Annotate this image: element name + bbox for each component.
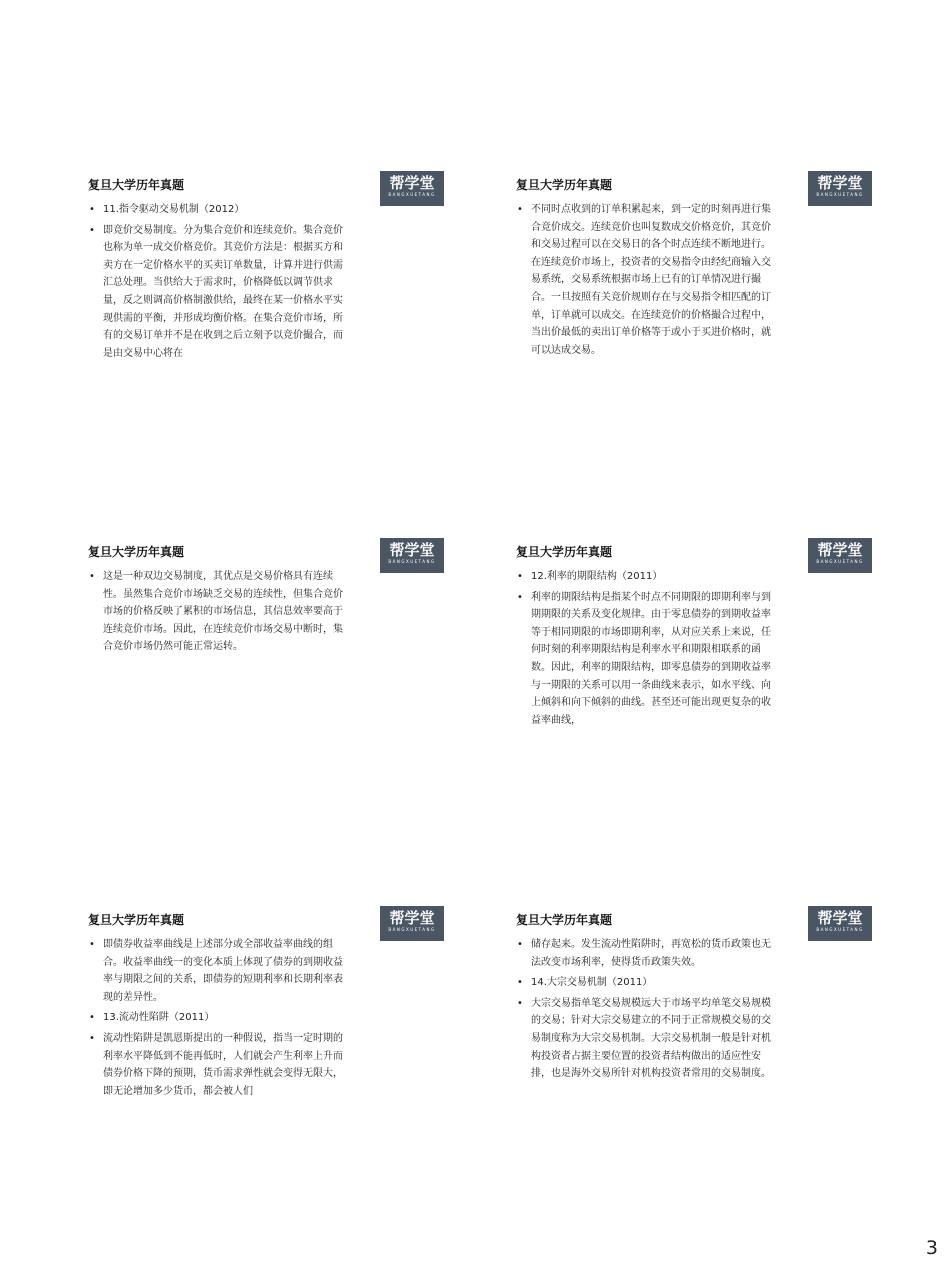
- slide-title: 复旦大学历年真题: [516, 545, 613, 559]
- bangxuetang-logo: 帮学堂 BANGXUETANG: [380, 171, 444, 206]
- bullet-item: • 14.大宗交易机制（2011）: [516, 974, 772, 992]
- slide-6: [516, 906, 878, 1106]
- bullet-list: [88, 201, 344, 365]
- slide-1: [88, 171, 450, 371]
- slide-title: 复旦大学历年真题: [88, 913, 185, 927]
- slide-title: 复旦大学历年真题: [516, 913, 613, 927]
- bullet-item: • 流动性陷阱是凯恩斯提出的一种假说，指当一定时期的利率水平降低到不能再低时，人们就会产生利率上升而债券价格下降的预期，货币需求弹性就会变得无限大，即无论增加多少货币，都会被人们: [88, 1030, 344, 1100]
- slide-title: 复旦大学历年真题: [516, 178, 613, 192]
- bullet-list: [88, 936, 344, 1103]
- bullet-item: • 即债券收益率曲线是上述部分或全部收益率曲线的组合。收益率曲线一的变化本质上体现了债券的到期收益率与期限之间的关系，即债券的短期利率和长期利率表现的差异性。: [88, 936, 344, 1006]
- bullet-list: [88, 568, 344, 659]
- bullet-item: • 11.指令驱动交易机制（2012）: [88, 201, 344, 219]
- bullet-list: [516, 568, 772, 732]
- bullet-list: [516, 936, 772, 1086]
- bullet-item: • 12.利率的期限结构（2011）: [516, 568, 772, 586]
- bullet-item: • 储存起来。发生流动性陷阱时，再宽松的货币政策也无法改变市场利率，使得货币政策失效。: [516, 936, 772, 971]
- page-number: 3: [925, 1237, 938, 1259]
- bangxuetang-logo: 帮学堂 BANGXUETANG: [380, 538, 444, 573]
- bullet-item: • 不同时点收到的订单积累起来，到一定的时刻再进行集合竞价成交。连续竞价也叫复数成交价格竞价，其竞价和交易过程可以在交易日的各个时点连续不断地进行。在连续竞价市场上，投资者的交易指令由经纪商输入交易系统，交易系统根据市场上已有的订单情况进行撮合。一旦按照有关竞价规则存在与交易指令相匹配的订单，订单就可以成交。在连续竞价的价格撮合过程中，当出价最低的卖出订单价格等于或小于买进价格时，就可以达成交易。: [516, 201, 772, 359]
- bullet-list: [516, 201, 772, 362]
- bangxuetang-logo: 帮学堂 BANGXUETANG: [808, 906, 872, 941]
- slide-3: [88, 538, 450, 738]
- slide-2: [516, 171, 878, 371]
- bangxuetang-logo: 帮学堂 BANGXUETANG: [808, 538, 872, 573]
- slide-title: 复旦大学历年真题: [88, 545, 185, 559]
- bullet-item: • 大宗交易指单笔交易规模远大于市场平均单笔交易规模的交易；针对大宗交易建立的不同于正常规模交易的交易制度称为大宗交易机制。大宗交易机制一般是针对机构投资者占据主要位置的投资者结构做出的适应性安排，也是海外交易所针对机构投资者常用的交易制度。: [516, 995, 772, 1083]
- bullet-item: • 即竞价交易制度。分为集合竞价和连续竞价。集合竞价也称为单一成交价格竞价。其竞价方法是：根据买方和卖方在一定价格水平的买卖订单数量，计算并进行供需汇总处理。当供给大于需求时，价格降低以调节供求量，反之则调高价格制激供给，最终在某一价格水平实现供需的平衡，并形成均衡价格。在集合竞价市场，所有的交易订单并不是在收到之后立刻予以竞价撮合，而是由交易中心将在: [88, 222, 344, 363]
- bangxuetang-logo: 帮学堂 BANGXUETANG: [808, 171, 872, 206]
- slide-4: [516, 538, 878, 738]
- slide-5: [88, 906, 450, 1106]
- bullet-item: • 13.流动性陷阱（2011）: [88, 1009, 344, 1027]
- bullet-item: • 利率的期限结构是指某个时点不同期限的即期利率与到期期限的关系及变化规律。由于零息债券的到期收益率等于相同期限的市场即期利率，从对应关系上来说，任何时刻的利率期限结构是利率水平和期限相联系的函数。因此，利率的期限结构，即零息债券的到期收益率与一期限的关系可以用一条曲线来表示，如水平线、向上倾斜和向下倾斜的曲线。甚至还可能出现更复杂的收益率曲线，: [516, 589, 772, 730]
- bullet-item: • 这是一种双边交易制度，其优点是交易价格具有连续性。虽然集合竞价市场缺乏交易的连续性，但集合竞价市场的价格反映了累积的市场信息，其信息效率要高于连续竞价市场。因此，在连续竞价市场交易中断时，集合竞价市场仍然可能正常运转。: [88, 568, 344, 656]
- bangxuetang-logo: 帮学堂 BANGXUETANG: [380, 906, 444, 941]
- slide-title: 复旦大学历年真题: [88, 178, 185, 192]
